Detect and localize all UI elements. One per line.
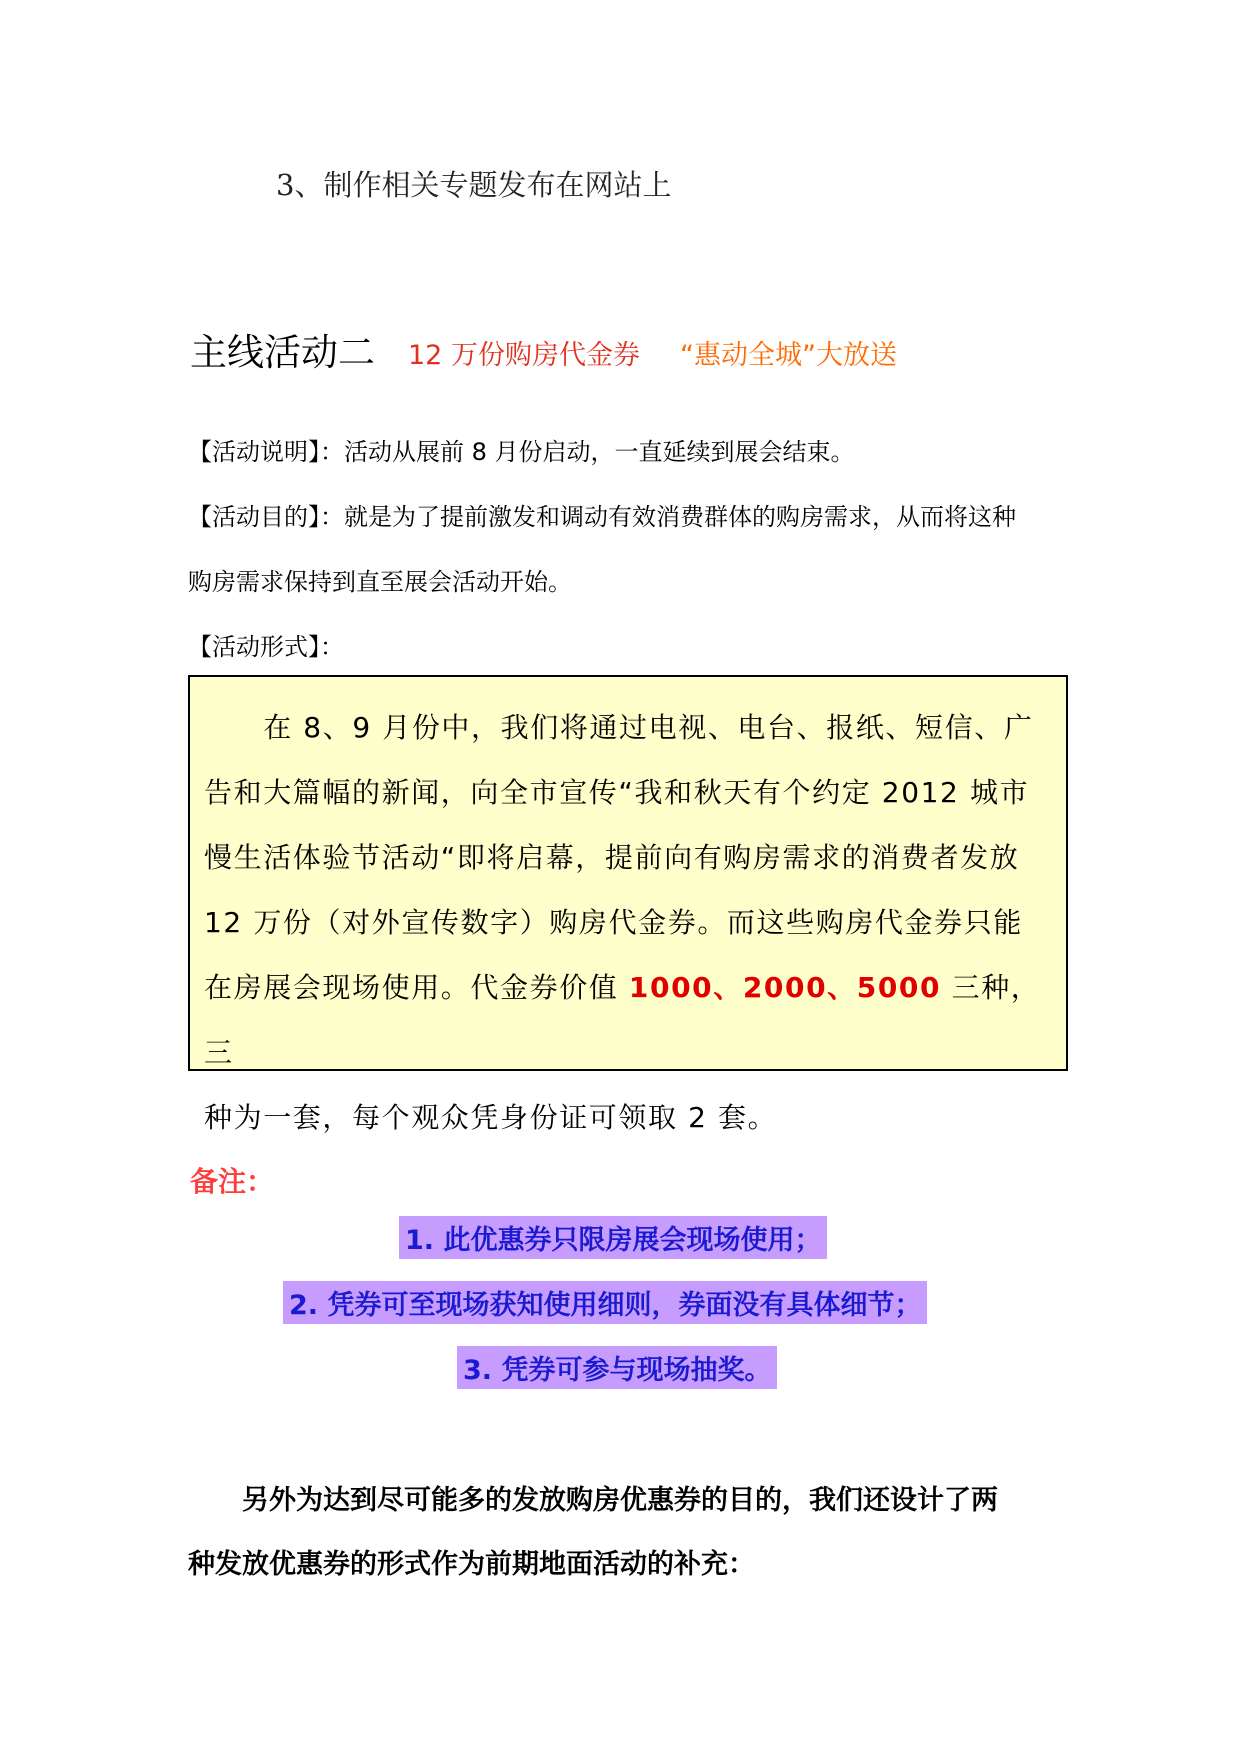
activity-purpose-line-2: 购房需求保持到直至展会活动开始。 bbox=[188, 568, 572, 596]
closing-paragraph-line-2: 种发放优惠券的形式作为前期地面活动的补充： bbox=[188, 1549, 755, 1580]
section-subtitle-orange: “惠动全城”大放送 bbox=[680, 340, 897, 371]
box-line: 12 万份（对外宣传数字）购房代金券。而这些购房代金券只能 bbox=[204, 906, 1023, 939]
box-line: 在 8、9 月份中，我们将通过电视、电台、报纸、短信、广 bbox=[204, 711, 1034, 744]
box-text: 三种，三 bbox=[204, 971, 1041, 1069]
box-text: 在房展会现场使用。代金券价值 bbox=[204, 971, 629, 1004]
notes-label: 备注： bbox=[190, 1165, 275, 1198]
box-line: 慢生活体验节活动“即将启幕，提前向有购房需求的消费者发放 bbox=[204, 841, 1020, 874]
activity-form-box bbox=[188, 675, 1068, 1134]
box-line bbox=[204, 955, 1052, 1085]
activity-description: 【活动说明】：活动从展前 8 月份启动，一直延续到展会结束。 bbox=[188, 438, 855, 466]
section-subtitle-red: 12 万份购房代金券 bbox=[408, 340, 640, 371]
activity-form-label: 【活动形式】： bbox=[188, 633, 344, 661]
activity-purpose-line-1: 【活动目的】：就是为了提前激发和调动有效消费群体的购房需求，从而将这种 bbox=[188, 503, 1016, 531]
note-item-2: 2. 凭券可至现场获知使用细则，券面没有具体细节； bbox=[283, 1281, 927, 1324]
list-item-3: 3、制作相关专题发布在网站上 bbox=[276, 168, 672, 202]
closing-paragraph-line-1: 另外为达到尽可能多的发放购房优惠券的目的，我们还设计了两 bbox=[188, 1485, 998, 1516]
box-line: 告和大篇幅的新闻，向全市宣传“我和秋天有个约定 2012 城市 bbox=[204, 776, 1030, 809]
note-item-3: 3. 凭券可参与现场抽奖。 bbox=[457, 1346, 777, 1389]
section-heading: 主线活动二 bbox=[190, 331, 375, 374]
box-line: 种为一套，每个观众凭身份证可领取 2 套。 bbox=[204, 1101, 778, 1134]
note-item-1: 1. 此优惠券只限房展会现场使用； bbox=[399, 1216, 827, 1259]
voucher-values: 1000、2000、5000 bbox=[628, 971, 942, 1004]
